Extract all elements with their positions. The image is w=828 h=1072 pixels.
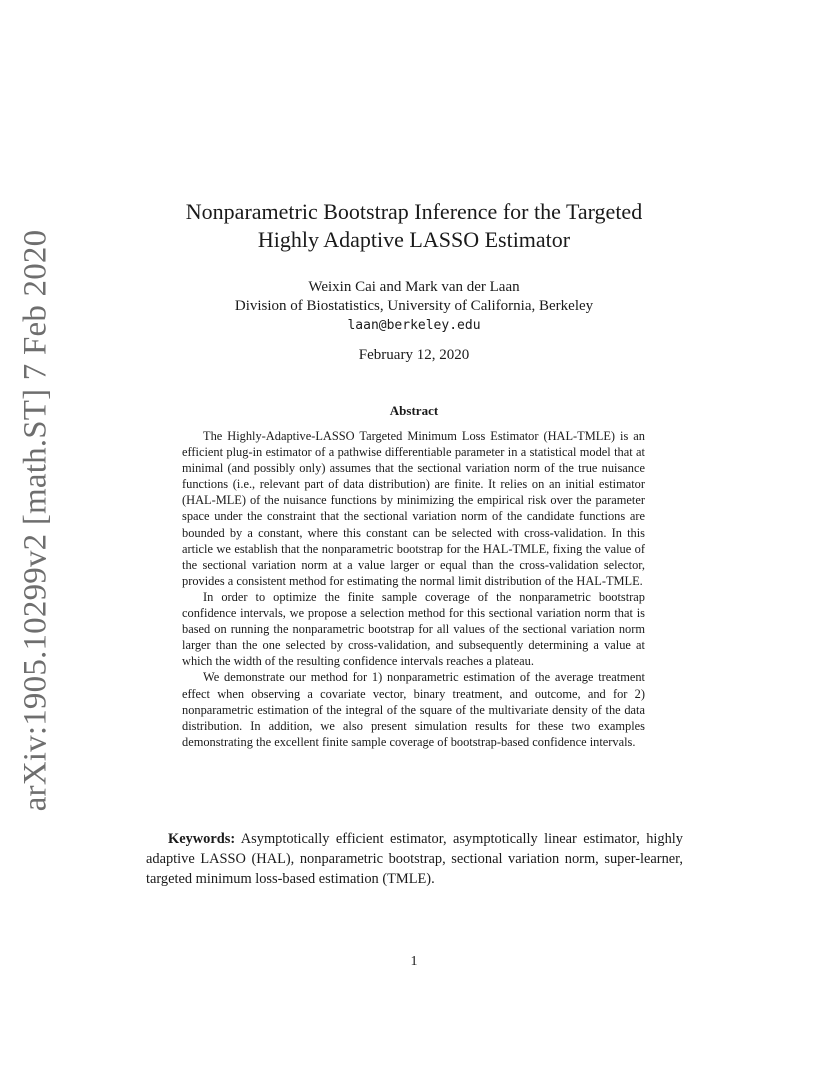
page-number: 1	[410, 954, 418, 969]
author-block	[0, 278, 828, 335]
abstract-body	[182, 428, 645, 750]
keywords-label: Keywords:	[168, 831, 236, 847]
keywords-text: Asymptotically efficient estimator, asymptotically linear estimator, highly adaptive LASSO (HAL), nonparametric bootstrap, sectional variation norm, super-learner, targeted minimum loss-based estimation (TMLE).	[146, 831, 683, 887]
abstract-heading: Abstract	[389, 403, 439, 418]
arxiv-stamp	[6, 229, 66, 811]
title-line-1: Nonparametric Bootstrap Inference for the Targeted	[185, 199, 643, 224]
author-names: Weixin Cai and Mark van der Laan	[308, 279, 520, 295]
abstract-paragraph-2: In order to optimize the finite sample coverage of the nonparametric bootstrap confidence intervals, we propose a selection method for this sectional variation norm that is based on running the nonparametric bootstrap for all values of the sectional variation norm larger than the one selected by cross-validation, and subsequently determining a value at which the width of the resulting confidence intervals reaches a plateau.	[182, 589, 645, 669]
abstract-paragraph-3: We demonstrate our method for 1) nonparametric estimation of the average treatment effect when observing a covariate vector, binary treatment, and outcome, and for 2) nonparametric estimation of the integral of the square of the multivariate density of the data distribution. In addition, we also present simulation results for these two examples demonstrating the excellent finite sample coverage of bootstrap-based confidence intervals.	[182, 670, 645, 749]
author-email: laan@berkeley.edu	[347, 318, 481, 333]
author-affiliation: Division of Biostatistics, University of California, Berkeley	[234, 298, 594, 314]
arxiv-stamp-text: arXiv:1905.10299v2 [math.ST] 7 Feb 2020	[17, 229, 54, 811]
abstract-paragraph-1: The Highly-Adaptive-LASSO Targeted Minimum Loss Estimator (HAL-TMLE) is an efficient plug-in estimator of a pathwise differentiable parameter in a statistical model that at minimal (and possibly only) assumes that the sectional variation norm of the true nuisance functions (i.e., relevant part of data distribution) are finite. It relies on an initial estimator (HAL-MLE) of the nuisance functions by minimizing the empirical risk over the parameter space under the constraint that the sectional variation norm of the candidate functions are bounded by a constant, where this constant can be selected with cross-validation. In this article we establish that the nonparametric bootstrap for the HAL-TMLE, fixing the value of the sectional variation norm at a value larger or equal than the cross-validation selector, provides a consistent method for estimating the normal limit distribution of the HAL-TMLE.	[182, 429, 645, 588]
keywords-block	[146, 829, 683, 889]
paper-title	[0, 198, 828, 254]
paper-date: February 12, 2020	[358, 347, 470, 363]
title-line-2: Highly Adaptive LASSO Estimator	[257, 227, 571, 252]
